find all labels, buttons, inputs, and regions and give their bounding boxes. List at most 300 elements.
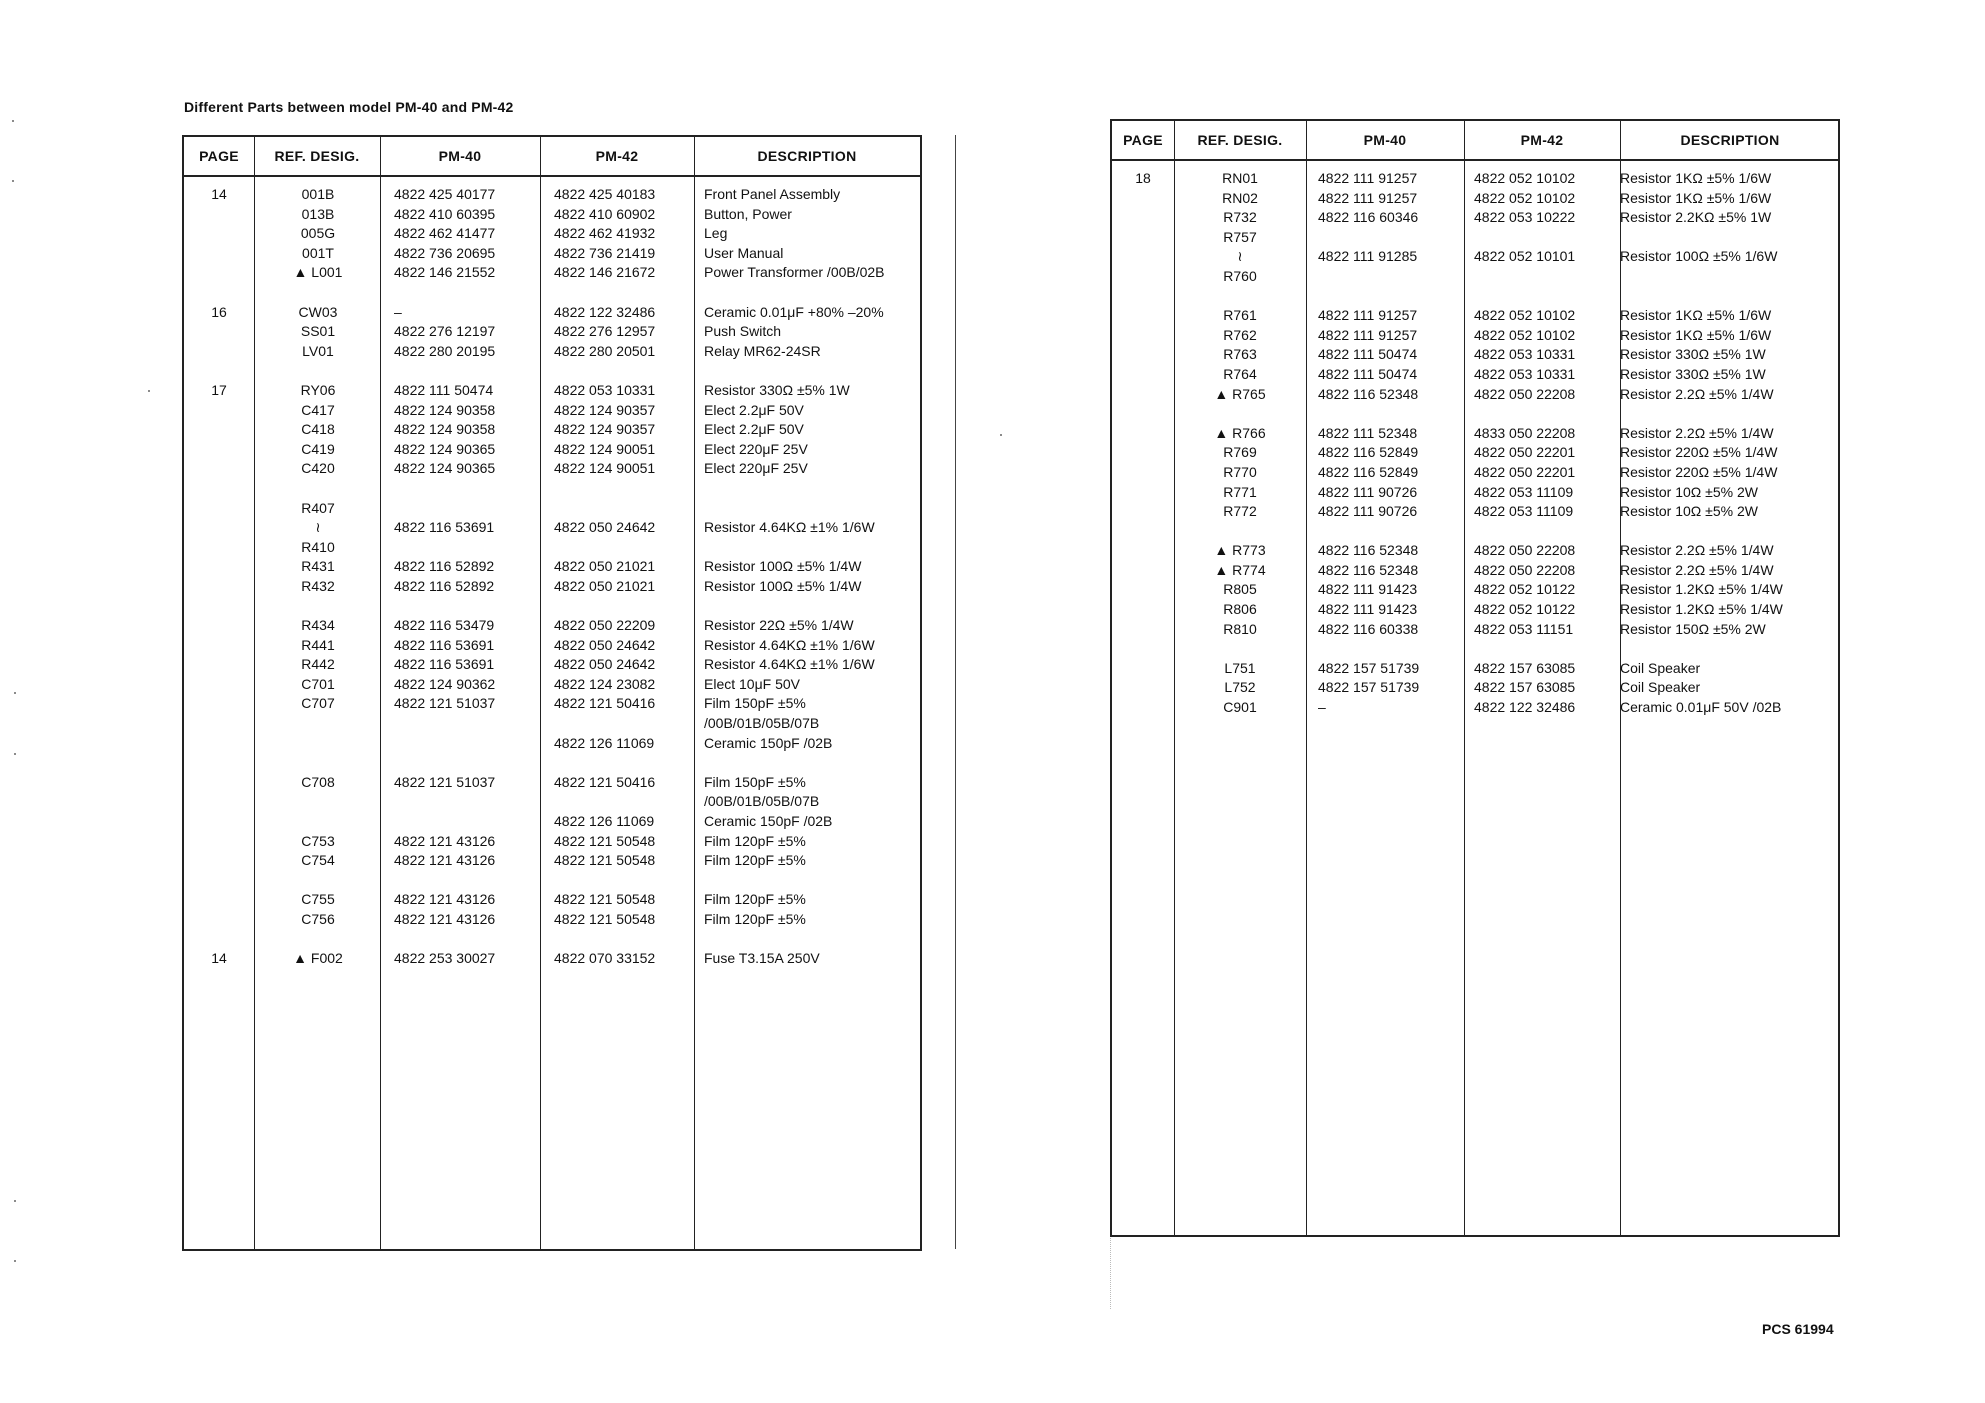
pm42-part-cell: 4822 280 20501	[554, 342, 656, 359]
table-row	[184, 616, 920, 636]
pm40-part-cell: 4822 121 51037	[394, 695, 496, 712]
pm42-part-cell: 4822 050 24642	[554, 636, 656, 653]
pm42-part-cell: 4822 736 21419	[554, 244, 656, 261]
table-row	[184, 675, 920, 695]
description-cell: Resistor 220Ω ±5% 1/4W	[1620, 463, 1778, 480]
description-cell: Resistor 2.2Ω ±5% 1/4W	[1620, 542, 1774, 559]
pm42-part-cell: 4822 121 50548	[554, 891, 656, 908]
table-row	[184, 185, 920, 205]
ref-desig-cell: R762	[1223, 326, 1257, 343]
pm42-part-cell: 4822 053 11109	[1474, 483, 1574, 500]
pm42-part-cell: 4822 121 50416	[554, 773, 656, 790]
pm42-part-cell: 4822 053 10331	[1474, 365, 1576, 382]
pm40-part-cell: –	[1318, 699, 1326, 716]
description-cell: Resistor 100Ω ±5% 1/4W	[704, 577, 862, 594]
ref-desig-cell: R757	[1223, 228, 1257, 245]
pm42-part-cell: 4822 157 63085	[1474, 679, 1576, 696]
table-row	[184, 361, 920, 381]
pm40-part-cell: 4822 121 51037	[394, 773, 496, 790]
description-cell: Resistor 2.2KΩ ±5% 1W	[1620, 209, 1772, 226]
table-row	[1112, 522, 1838, 542]
description-cell: Ceramic 0.01μF 50V /02B	[1620, 699, 1782, 716]
table-row	[184, 832, 920, 852]
ref-desig-cell: R810	[1223, 620, 1257, 637]
scan-speck	[1000, 434, 1002, 436]
ref-desig-cell: C707	[301, 695, 335, 712]
pm42-part-cell: 4822 425 40183	[554, 186, 656, 202]
pm40-part-cell: 4822 111 91257	[1318, 326, 1418, 343]
table-row	[1112, 463, 1838, 483]
scan-speck	[12, 120, 14, 122]
pm42-part-cell: 4822 124 23082	[554, 675, 656, 692]
parts-table-left	[182, 135, 922, 1251]
header-pm42: PM-42	[595, 148, 639, 164]
table-row	[184, 890, 920, 910]
description-cell: Resistor 1KΩ ±5% 1/6W	[1620, 170, 1772, 186]
ref-desig-cell: C753	[301, 832, 335, 849]
pm42-part-cell: 4822 462 41932	[554, 225, 656, 242]
table-row	[184, 205, 920, 225]
description-cell: Coil Speaker	[1620, 659, 1701, 676]
document-title: Different Parts between model PM-40 and PM-42	[184, 99, 514, 115]
description-cell: /00B/01B/05B/07B	[704, 715, 820, 732]
description-cell: Film 150pF ±5%	[704, 773, 806, 790]
table-row	[1112, 287, 1838, 307]
pm42-part-cell: 4822 053 10222	[1474, 209, 1576, 226]
pm42-part-cell: 4822 122 32486	[1474, 699, 1576, 716]
pm42-part-cell: 4822 121 50548	[554, 832, 656, 849]
table-row	[1112, 541, 1838, 561]
ref-desig-cell: R407	[301, 499, 335, 516]
pm40-part-cell: 4822 116 52892	[394, 577, 495, 594]
table-row	[184, 636, 920, 656]
table-row	[184, 557, 920, 577]
ref-desig-cell: 001T	[302, 244, 334, 261]
description-cell: Resistor 22Ω ±5% 1/4W	[704, 617, 854, 634]
description-cell: Film 120pF ±5%	[704, 852, 806, 869]
pm40-part-cell: 4822 111 91285	[1318, 248, 1418, 265]
description-cell: Resistor 2.2Ω ±5% 1/4W	[1620, 385, 1774, 402]
page-cell: 18	[1135, 170, 1151, 186]
pm42-part-cell: 4822 122 32486	[554, 303, 656, 320]
table-row	[184, 596, 920, 616]
table-row	[1112, 678, 1838, 698]
description-cell: Coil Speaker	[1620, 679, 1701, 696]
description-cell: Resistor 100Ω ±5% 1/4W	[704, 558, 862, 575]
pm40-part-cell: 4822 116 52849	[1318, 463, 1419, 480]
description-cell: Resistor 1.2KΩ ±5% 1/4W	[1620, 601, 1783, 618]
pm40-part-cell: 4822 116 53691	[394, 636, 495, 653]
pm40-part-cell: 4822 121 43126	[394, 832, 496, 849]
pm40-part-cell: 4822 121 43126	[394, 891, 496, 908]
header-pm40: PM-40	[1363, 132, 1407, 148]
table-row	[184, 401, 920, 421]
table-row	[184, 910, 920, 930]
ref-desig-cell: C419	[301, 440, 335, 457]
table-row	[184, 577, 920, 597]
pm40-part-cell: 4822 124 90365	[394, 460, 496, 477]
pm40-part-cell: 4822 736 20695	[394, 244, 496, 261]
table-row	[184, 753, 920, 773]
table-row	[184, 479, 920, 499]
ref-desig-cell: 001B	[301, 186, 335, 202]
table-row	[184, 303, 920, 323]
pm40-part-cell: 4822 116 60346	[1318, 209, 1419, 226]
table-row	[1112, 502, 1838, 522]
pm42-part-cell: 4822 053 10331	[1474, 346, 1576, 363]
pm40-part-cell: 4822 111 90726	[1318, 483, 1418, 500]
table-row	[184, 792, 920, 812]
description-cell: Resistor 330Ω ±5% 1W	[704, 381, 850, 398]
table-row	[184, 694, 920, 714]
pm42-part-cell: 4822 126 11069	[554, 813, 655, 829]
table-row	[1112, 267, 1838, 287]
table-row	[184, 538, 920, 558]
ref-desig-cell: LV01	[302, 342, 334, 359]
ref-desig-cell: ▲ R773	[1214, 542, 1266, 559]
table-row	[1112, 365, 1838, 385]
ref-desig-cell: 005G	[300, 225, 336, 242]
description-cell: Power Transformer /00B/02B	[704, 264, 885, 281]
scan-speck	[14, 1200, 16, 1202]
description-cell: Elect 220μF 25V	[704, 440, 808, 457]
ref-desig-cell: R769	[1223, 444, 1257, 461]
ref-desig-cell: CW03	[298, 303, 338, 320]
pm40-part-cell: 4822 124 90358	[394, 401, 496, 418]
pm42-part-cell: 4822 053 11151	[1474, 620, 1574, 637]
pm42-part-cell: 4822 052 10122	[1474, 601, 1576, 618]
description-cell: Resistor 1.2KΩ ±5% 1/4W	[1620, 581, 1783, 598]
ref-desig-cell: C420	[301, 460, 335, 477]
table-row	[1112, 385, 1838, 405]
scan-speck	[148, 390, 150, 392]
pm42-part-cell: 4822 050 22208	[1474, 385, 1576, 402]
pm40-part-cell: 4822 157 51739	[1318, 659, 1420, 676]
description-cell: Button, Power	[704, 205, 792, 222]
pm42-part-cell: 4822 121 50416	[554, 695, 656, 712]
table-row	[1112, 208, 1838, 228]
ref-desig-cell: RY06	[300, 381, 336, 398]
pm40-part-cell: 4822 111 91257	[1318, 307, 1418, 324]
table-row	[1112, 443, 1838, 463]
ref-desig-cell: C701	[301, 675, 335, 692]
ref-desig-cell: C901	[1223, 699, 1257, 716]
description-cell: Resistor 10Ω ±5% 2W	[1620, 483, 1758, 500]
description-cell: Resistor 220Ω ±5% 1/4W	[1620, 444, 1778, 461]
table-row	[184, 283, 920, 303]
header-page: PAGE	[1123, 132, 1163, 148]
pm40-part-cell: 4822 111 50474	[1318, 365, 1418, 382]
pm42-part-cell: 4822 050 21021	[554, 577, 656, 594]
ref-desig-cell: ▲ R765	[1214, 385, 1266, 402]
ref-desig-cell: 013B	[301, 205, 335, 222]
ref-desig-cell: L752	[1224, 679, 1256, 696]
header-description: DESCRIPTION	[1680, 132, 1780, 148]
table-row	[184, 440, 920, 460]
header-ref-desig: REF. DESIG.	[274, 148, 360, 164]
ref-desig-cell: ▲ L001	[293, 264, 343, 281]
ref-desig-cell: ≀	[315, 519, 321, 536]
table-row	[1112, 580, 1838, 600]
pm42-part-cell: 4822 050 21021	[554, 558, 656, 575]
description-cell: Resistor 150Ω ±5% 2W	[1620, 620, 1766, 637]
table-row	[1112, 228, 1838, 248]
pm42-part-cell: 4822 052 10102	[1474, 170, 1576, 186]
description-cell: Elect 220μF 25V	[704, 460, 808, 477]
pm42-part-cell: 4822 052 10101	[1474, 248, 1576, 265]
description-cell: Film 150pF ±5%	[704, 695, 806, 712]
pm40-part-cell: 4822 121 43126	[394, 852, 496, 869]
pm40-part-cell: 4822 280 20195	[394, 342, 496, 359]
table-row	[184, 851, 920, 871]
table-row	[1112, 600, 1838, 620]
pm40-part-cell: 4822 410 60395	[394, 205, 496, 222]
ref-desig-cell: L751	[1224, 659, 1256, 676]
pm40-part-cell: 4822 124 90362	[394, 675, 496, 692]
pm42-part-cell: 4822 121 50548	[554, 852, 656, 869]
table-row	[1112, 169, 1838, 189]
pm42-part-cell: 4822 053 10331	[554, 381, 656, 398]
ref-desig-cell: RN02	[1222, 189, 1258, 206]
pm40-part-cell: 4822 276 12197	[394, 323, 496, 340]
description-cell: Resistor 10Ω ±5% 2W	[1620, 503, 1758, 520]
table-row	[184, 812, 920, 832]
pm40-part-cell: 4822 116 53691	[394, 519, 495, 536]
description-cell: Elect 2.2μF 50V	[704, 421, 804, 438]
ref-desig-cell: C756	[301, 910, 335, 927]
pm40-part-cell: 4822 111 50474	[394, 381, 494, 398]
header-pm40: PM-40	[438, 148, 482, 164]
table-row	[184, 949, 920, 969]
description-cell: Ceramic 0.01μF +80% –20%	[704, 303, 884, 320]
ref-desig-cell: R431	[301, 558, 335, 575]
header-ref-desig: REF. DESIG.	[1197, 132, 1283, 148]
ref-desig-cell: R432	[301, 577, 335, 594]
table-row	[184, 499, 920, 519]
pm42-part-cell: 4822 124 90051	[554, 440, 656, 457]
ref-desig-cell: R772	[1223, 503, 1257, 520]
pm42-part-cell: 4822 050 24642	[554, 519, 656, 536]
pm40-part-cell: 4822 116 53691	[394, 656, 495, 673]
table-row	[184, 518, 920, 538]
table-row	[1112, 561, 1838, 581]
description-cell: Resistor 2.2Ω ±5% 1/4W	[1620, 424, 1774, 441]
description-cell: Resistor 1KΩ ±5% 1/6W	[1620, 189, 1772, 206]
description-cell: User Manual	[704, 244, 784, 261]
pm40-part-cell: 4822 111 91423	[1318, 601, 1418, 618]
pm42-part-cell: 4822 157 63085	[1474, 659, 1576, 676]
pm42-part-cell: 4822 146 21672	[554, 264, 656, 281]
ref-desig-cell: R442	[301, 656, 335, 673]
description-cell: Resistor 1KΩ ±5% 1/6W	[1620, 326, 1772, 343]
table-row	[1112, 424, 1838, 444]
pm42-part-cell: 4822 052 10102	[1474, 189, 1576, 206]
pm42-part-cell: 4822 126 11069	[554, 734, 655, 751]
pm40-part-cell: 4822 157 51739	[1318, 679, 1420, 696]
table-row	[1112, 326, 1838, 346]
table-header	[1112, 121, 1838, 161]
ref-desig-cell: R760	[1223, 267, 1257, 284]
ref-desig-cell: C755	[301, 891, 335, 908]
description-cell: Resistor 4.64KΩ ±1% 1/6W	[704, 656, 875, 673]
scan-speck	[14, 1260, 16, 1262]
table-row	[184, 871, 920, 891]
pm40-part-cell: 4822 116 52849	[1318, 444, 1419, 461]
pm42-part-cell: 4822 050 22208	[1474, 542, 1576, 559]
pm42-part-cell: 4833 050 22208	[1474, 424, 1576, 441]
ref-desig-cell: R771	[1223, 483, 1257, 500]
scan-speck	[12, 180, 14, 182]
description-cell: Resistor 4.64KΩ ±1% 1/6W	[704, 636, 875, 653]
pm42-part-cell: 4822 050 22209	[554, 617, 656, 634]
table-row	[184, 459, 920, 479]
description-cell: Resistor 100Ω ±5% 1/6W	[1620, 248, 1778, 265]
header-pm42: PM-42	[1520, 132, 1564, 148]
description-cell: Relay MR62-24SR	[704, 342, 821, 359]
table-row	[184, 244, 920, 264]
table-row	[184, 420, 920, 440]
ref-desig-cell: ▲ R774	[1214, 561, 1266, 578]
table-body	[1112, 169, 1838, 718]
description-cell: Film 120pF ±5%	[704, 832, 806, 849]
pm40-part-cell: 4822 116 52892	[394, 558, 495, 575]
scan-speck	[14, 692, 16, 694]
table-row	[1112, 404, 1838, 424]
pm40-part-cell: 4822 111 50474	[1318, 346, 1418, 363]
pm42-part-cell: 4822 050 22208	[1474, 561, 1576, 578]
ref-desig-cell: ≀	[1237, 248, 1243, 265]
pm42-part-cell: 4822 052 10122	[1474, 581, 1576, 598]
pm40-part-cell: 4822 124 90358	[394, 421, 496, 438]
ref-desig-cell: SS01	[300, 323, 336, 340]
table-row	[1112, 483, 1838, 503]
pm40-part-cell: 4822 462 41477	[394, 225, 496, 242]
table-row	[184, 224, 920, 244]
ref-desig-cell: C417	[301, 401, 335, 418]
table-row	[184, 263, 920, 283]
pm42-part-cell: 4822 052 10102	[1474, 326, 1576, 343]
pm40-part-cell: 4822 425 40177	[394, 186, 496, 202]
pm40-part-cell: 4822 111 91423	[1318, 581, 1418, 598]
ref-desig-cell: C418	[301, 421, 335, 438]
pm40-part-cell: 4822 116 53479	[394, 617, 495, 634]
page-cell: 14	[211, 186, 227, 202]
pm42-part-cell: 4822 124 90051	[554, 460, 656, 477]
ref-desig-cell: RN01	[1222, 170, 1258, 186]
table-row	[184, 734, 920, 754]
description-cell: Ceramic 150pF /02B	[704, 813, 833, 829]
pm42-part-cell: 4822 050 22201	[1474, 463, 1576, 480]
pm40-part-cell: –	[394, 303, 402, 320]
table-row	[1112, 698, 1838, 718]
pm40-part-cell: 4822 253 30027	[394, 950, 496, 967]
document-code: PCS 61994	[1762, 1321, 1834, 1337]
table-row	[184, 773, 920, 793]
description-cell: Resistor 330Ω ±5% 1W	[1620, 346, 1766, 363]
description-cell: Resistor 330Ω ±5% 1W	[1620, 365, 1766, 382]
table-row	[184, 342, 920, 362]
ref-desig-cell: R441	[301, 636, 335, 653]
table-row	[1112, 639, 1838, 659]
pm40-part-cell: 4822 111 91257	[1318, 189, 1418, 206]
table-body	[184, 185, 920, 969]
table-row	[1112, 306, 1838, 326]
ref-desig-cell: R806	[1223, 601, 1257, 618]
ref-desig-cell: R410	[301, 538, 335, 555]
pm42-part-cell: 4822 124 90357	[554, 421, 656, 438]
pm40-part-cell: 4822 146 21552	[394, 264, 496, 281]
table-row	[1112, 345, 1838, 365]
description-cell: Fuse T3.15A 250V	[704, 950, 820, 967]
description-cell: Resistor 1KΩ ±5% 1/6W	[1620, 307, 1772, 324]
description-cell: Leg	[704, 225, 728, 242]
description-cell: Elect 2.2μF 50V	[704, 401, 804, 418]
pm40-part-cell: 4822 116 52348	[1318, 542, 1419, 559]
ref-desig-cell: R761	[1223, 307, 1257, 324]
table-header	[184, 137, 920, 177]
description-cell: Film 120pF ±5%	[704, 910, 806, 927]
table-row	[184, 930, 920, 950]
description-cell: Resistor 2.2Ω ±5% 1/4W	[1620, 561, 1774, 578]
description-cell: Front Panel Assembly	[704, 186, 841, 202]
ref-desig-cell: R434	[301, 617, 335, 634]
description-cell: Push Switch	[704, 323, 782, 340]
pm40-part-cell: 4822 116 52348	[1318, 385, 1419, 402]
scan-speck	[14, 753, 16, 755]
pm40-part-cell: 4822 111 90726	[1318, 503, 1418, 520]
ref-desig-cell: C754	[301, 852, 335, 869]
pm40-part-cell: 4822 111 91257	[1318, 170, 1418, 186]
pm42-part-cell: 4822 121 50548	[554, 910, 656, 927]
description-cell: Ceramic 150pF /02B	[704, 734, 833, 751]
page-cell: 14	[211, 950, 227, 967]
ref-desig-cell: ▲ R766	[1214, 424, 1266, 441]
pm42-part-cell: 4822 410 60902	[554, 205, 656, 222]
table-row	[1112, 247, 1838, 267]
pm40-part-cell: 4822 116 60338	[1318, 620, 1419, 637]
parts-table-right	[1110, 119, 1840, 1237]
pm42-part-cell: 4822 050 24642	[554, 656, 656, 673]
pm40-part-cell: 4822 124 90365	[394, 440, 496, 457]
ref-desig-cell: R770	[1223, 463, 1257, 480]
header-description: DESCRIPTION	[757, 148, 857, 164]
table-row	[184, 655, 920, 675]
ref-desig-cell: ▲ F002	[293, 950, 343, 967]
pm40-part-cell: 4822 121 43126	[394, 910, 496, 927]
header-page: PAGE	[199, 148, 239, 164]
ref-desig-cell: R805	[1223, 581, 1257, 598]
ref-desig-cell: C708	[301, 773, 335, 790]
table-row	[184, 714, 920, 734]
pm42-part-cell: 4822 070 33152	[554, 950, 656, 967]
description-cell: /00B/01B/05B/07B	[704, 793, 820, 810]
table-row	[184, 322, 920, 342]
pm42-part-cell: 4822 053 11109	[1474, 503, 1574, 520]
description-cell: Elect 10μF 50V	[704, 675, 801, 692]
ref-desig-cell: R732	[1223, 209, 1257, 226]
pm42-part-cell: 4822 052 10102	[1474, 307, 1576, 324]
pm42-part-cell: 4822 050 22201	[1474, 444, 1576, 461]
ref-desig-cell: R764	[1223, 365, 1257, 382]
page-cell: 16	[211, 303, 227, 320]
pm42-part-cell: 4822 276 12957	[554, 323, 656, 340]
table-row	[184, 381, 920, 401]
description-cell: Film 120pF ±5%	[704, 891, 806, 908]
pm40-part-cell: 4822 111 52348	[1318, 424, 1418, 441]
table-row	[1112, 620, 1838, 640]
page-cell: 17	[211, 381, 227, 398]
table-row	[1112, 659, 1838, 679]
